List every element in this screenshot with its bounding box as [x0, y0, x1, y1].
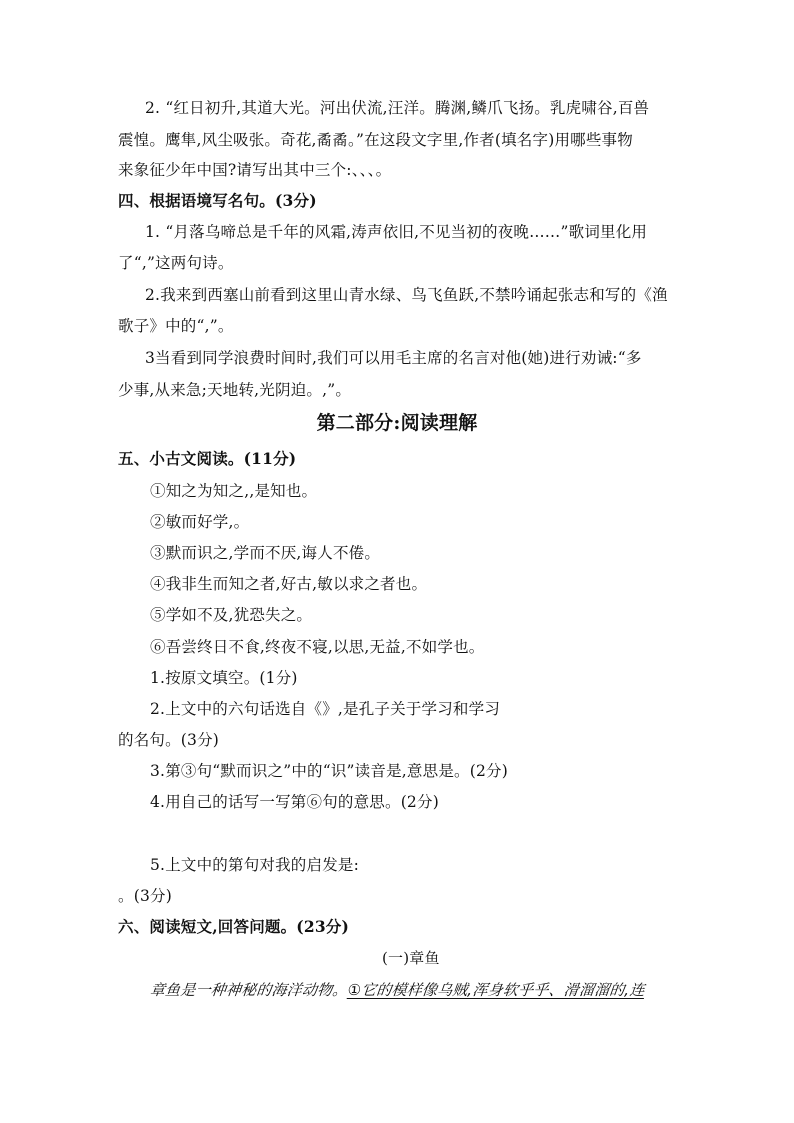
article-first-line — [149, 980, 646, 1000]
section4-q3-line2: 少事,从来急;天地转,光阴迫。,”。 — [118, 381, 352, 399]
section5-q4: 4.用自己的话写一写第⑥句的意思。(2分) — [150, 793, 439, 811]
article-text-plain: 章鱼是一种神秘的海洋动物。 — [149, 981, 349, 999]
section5-sentence-4: ④我非生而知之者,好古,敏以求之者也。 — [150, 575, 428, 593]
section4-q2-line2: 歌子》中的“,”。 — [118, 317, 234, 335]
section5-sentence-1: ①知之为知之,,是知也。 — [150, 482, 318, 500]
section5-q3: 3.第③句“默而识之”中的“识”读音是,意思是。(2分) — [150, 762, 508, 780]
section5-q2-line2: 的名句。(3分) — [118, 731, 220, 749]
section5-heading: 五、小古文阅读。(11分) — [118, 449, 297, 468]
section6-heading: 六、阅读短文,回答问题。(23分) — [118, 917, 350, 936]
section4-q1-line1: 1. “月落乌啼总是千年的风霜,涛声依旧,不见当初的夜晚……”歌词里化用 — [145, 223, 648, 241]
section5-q2-line1: 2.上文中的六句话选自《》,是孔子关于学习和学习 — [150, 700, 501, 718]
section4-q1-line2: 了“,”这两句诗。 — [118, 254, 234, 272]
part2-title: 第二部分:阅读理解 — [316, 412, 478, 434]
section6-subtitle: (一)章鱼 — [382, 949, 440, 967]
section3-q2-line1: 2. “红日初升,其道大光。河出伏流,汪洋。腾渊,鳞爪飞扬。乳虎啸谷,百兽 — [145, 99, 650, 117]
section5-q5-line1: 5.上文中的第句对我的启发是: — [150, 856, 360, 874]
section5-q1: 1.按原文填空。(1分) — [150, 669, 298, 687]
section4-q3-line1: 3当看到同学浪费时间时,我们可以用毛主席的名言对他(她)进行劝诫:“多 — [145, 349, 642, 367]
article-text-underlined: ①它的模样像乌贼,浑身软乎乎、滑溜溜的,连 — [346, 981, 646, 999]
section3-q2-line2: 震惶。鹰隼,风尘吸张。奇花,矞矞。”在这段文字里,作者(填名字)用哪些事物 — [118, 131, 633, 149]
section5-sentence-6: ⑥吾尝终日不食,终夜不寝,以思,无益,不如学也。 — [150, 638, 485, 656]
section3-q2-line3: 来象征少年中国?请写出其中三个:、、、。 — [118, 161, 392, 179]
section4-heading: 四、根据语境写名句。(3分) — [118, 191, 317, 210]
section5-sentence-5: ⑤学如不及,犹恐失之。 — [150, 606, 313, 624]
section5-q5-line2: 。(3分) — [118, 887, 172, 905]
section4-q2-line1: 2.我来到西塞山前看到这里山青水绿、鸟飞鱼跃,不禁吟诵起张志和写的《渔 — [145, 286, 668, 304]
section5-sentence-3: ③默而识之,学而不厌,诲人不倦。 — [150, 544, 381, 562]
section5-sentence-2: ②敏而好学,。 — [150, 513, 250, 531]
